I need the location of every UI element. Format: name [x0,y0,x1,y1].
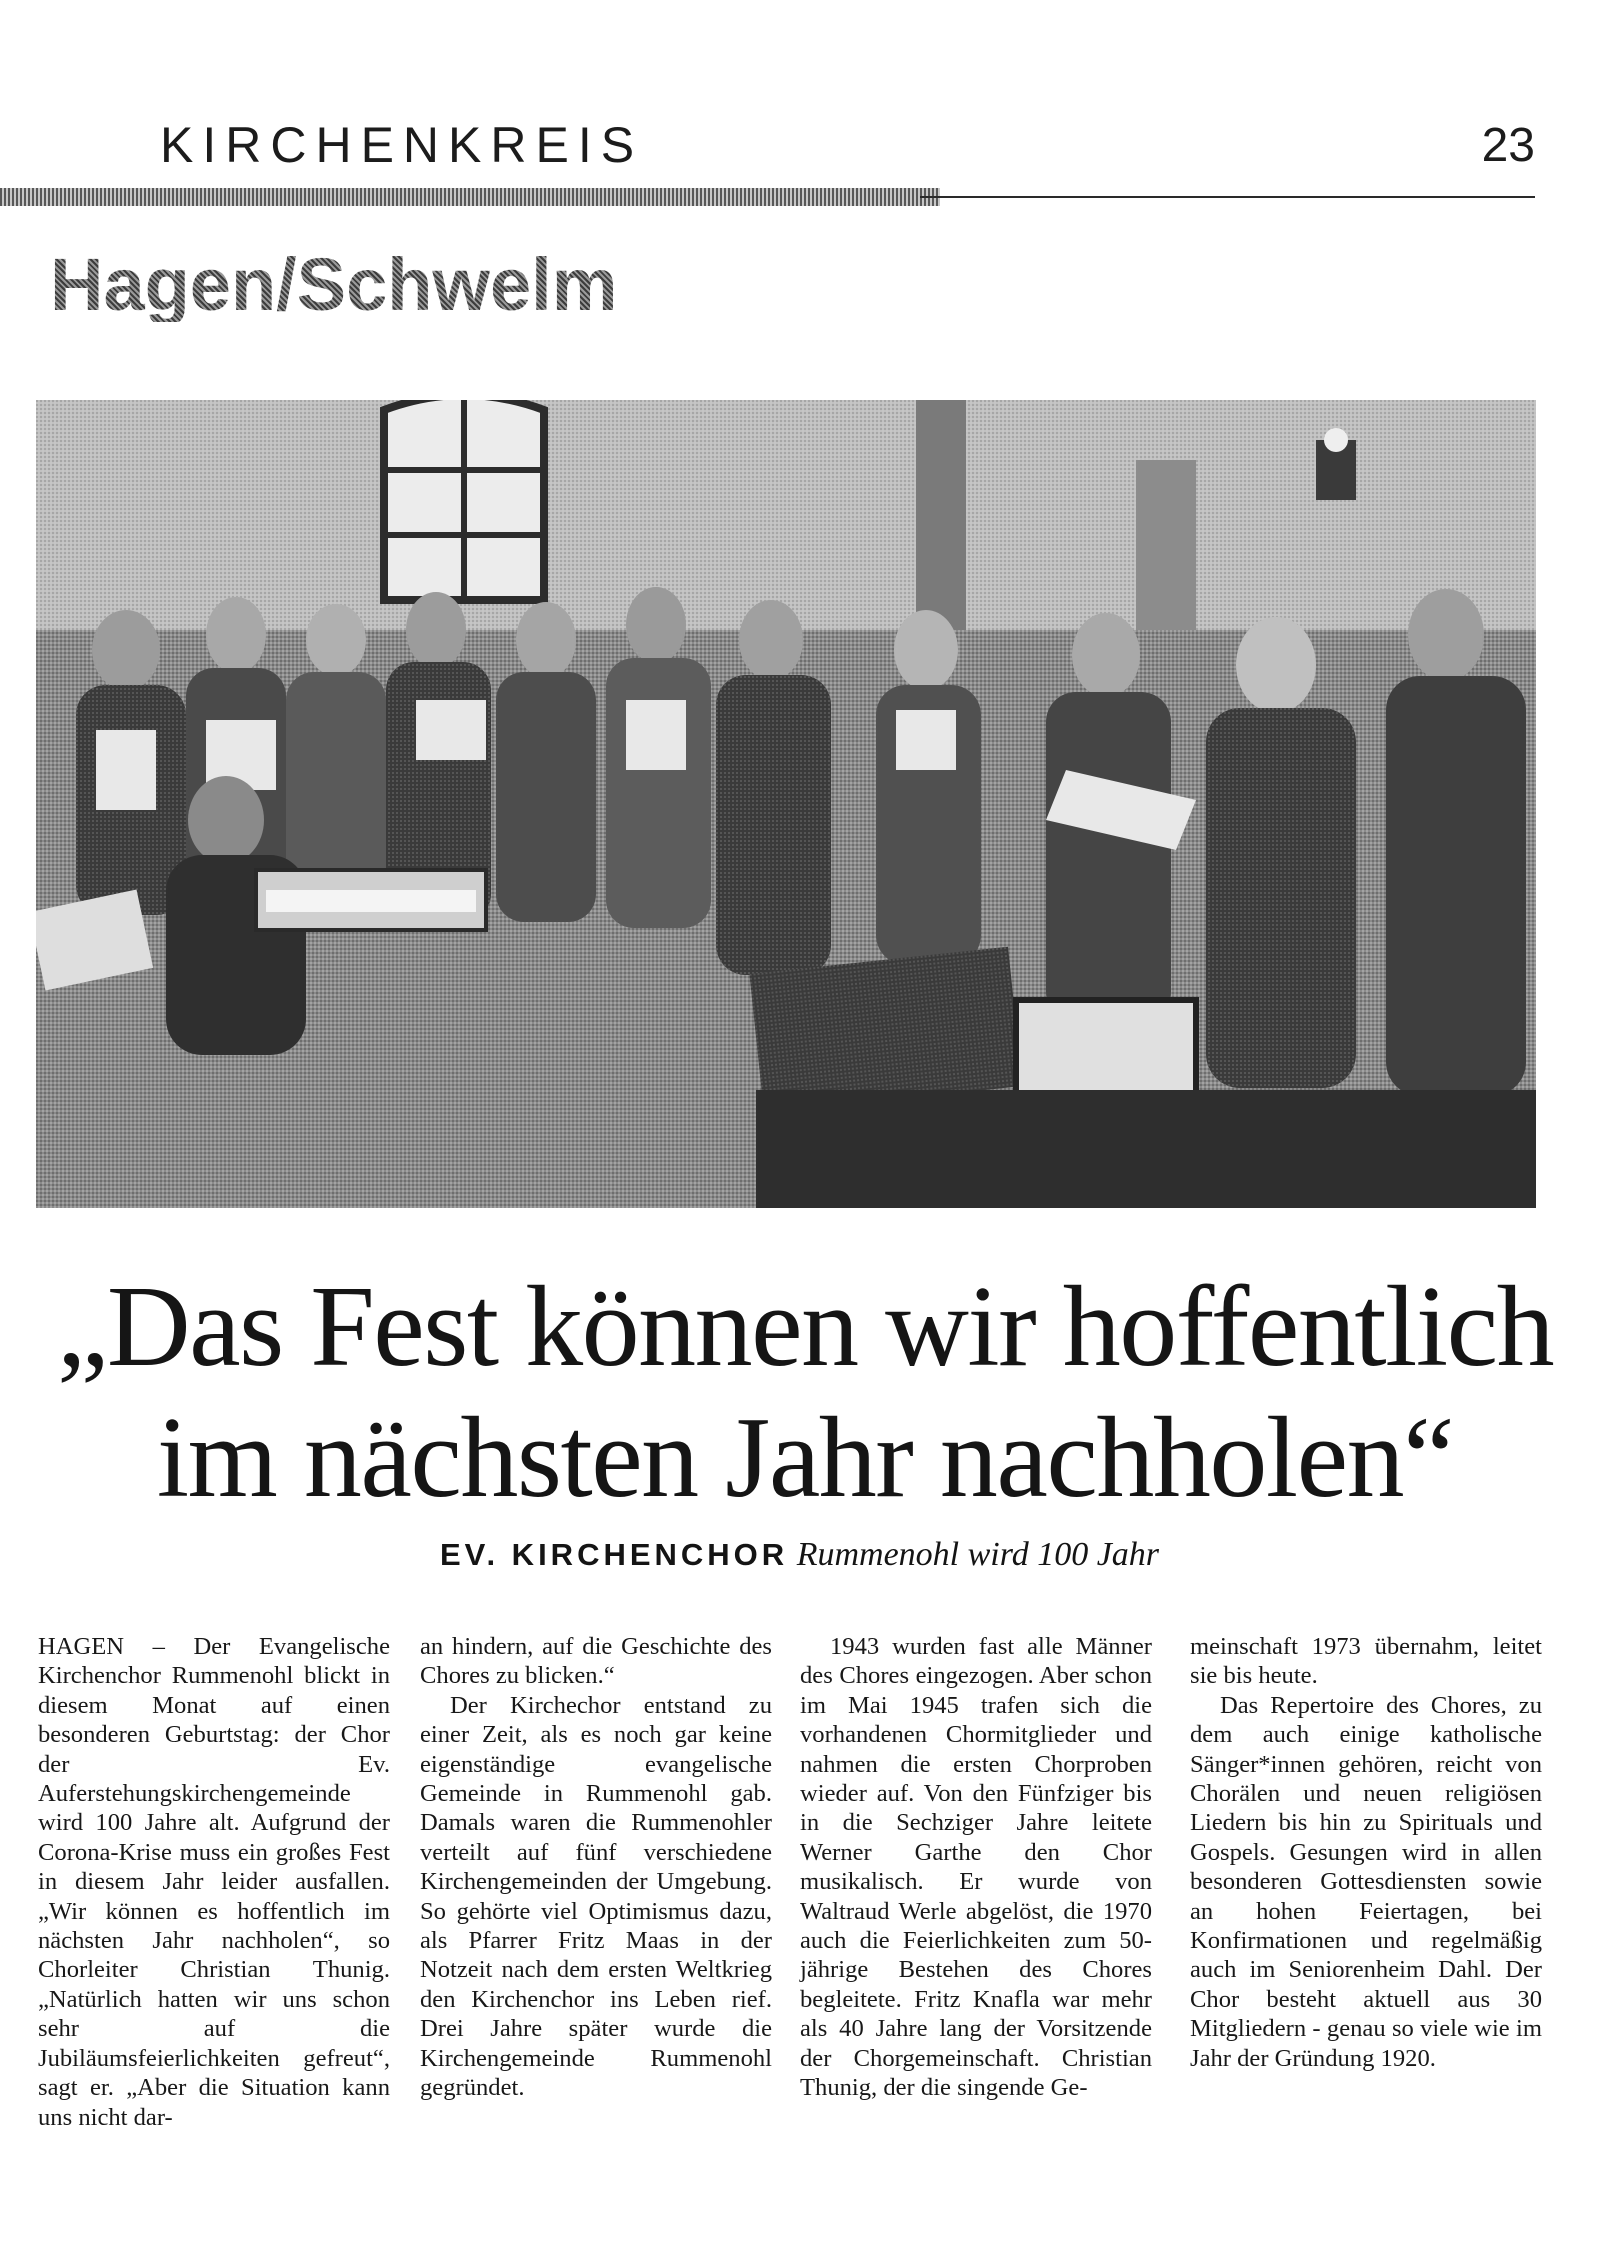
region-title: Hagen/Schwelm [50,243,618,326]
church-window [384,400,544,600]
article-dek: Rummenohl wird 100 Jahr [796,1536,1160,1573]
article-paragraph: an hindern, auf die Geschichte des Chores zu blicken.“ [420,1633,772,1690]
article-paragraph: Das Repertoire des Chores, zu dem auch einige katholische Sänger*innen gehören, reicht von Chorälen und neuen religiösen Liedern bis hin zu Spirituals und Gospels. Gesungen wird in allen besonderen Gottesdiensten sowie an hohen Feiertagen, bei Konfirmationen und regelmäßig auch im Seniorenheim Dahl. Der Chor besteht aktuell aus 30 Mitgliedern - genau so viele wie im Jahr der Gründung 1920. [1190,1691,1542,2072]
article-headline: „Das Fest können wir hoffentlich im nächsten Jahr nachholen“ [56,1263,1554,1523]
article-column-1 [38,1632,390,2132]
article-paragraph: 1943 wurden fast alle Männer des Chores eingezogen. Aber schon im Mai 1945 trafen sich die vorhandenen Chormitglieder und nahmen die ersten Chorproben wieder auf. Von den Fünfziger bis in die Sechziger Jahre leitete Werner Garthe den Chor musikalisch. Er wurde von Waltraud Werle abgelöst, die 1970 auch die Feierlichkeiten zum 50-jährige Bestehen des Chores begleitete. Fritz Knafla war mehr als 40 Jahre lang der Vorsitzende der Chorgemeinschaft. Christian Thunig, der die singende Ge- [800,1633,1152,2102]
page-number: 23 [1481,119,1535,172]
article-paragraph: meinschaft 1973 übernahm, leitet sie bis heute. [1190,1633,1542,1690]
article-column-3 [800,1632,1152,2103]
section-title: KIRCHENKREIS [160,117,644,173]
header-rule-thin [920,196,1535,198]
article-paragraph: HAGEN – Der Evangelische Kirchenchor Rummenohl blickt in diesem Monat auf einen besonderen Geburtstag: der Chor der Ev. Auferstehungskirchengemeinde wird 100 Jahre alt. Aufgrund der Corona-Krise muss ein großes Fest in diesem Jahr leider ausfallen. „Wir können es hoffentlich im nächsten Jahr nachholen“, so Chorleiter Christian Thunig. „Natürlich hatten wir uns schon sehr auf die Jubiläumsfeierlichkeiten gefreut“, sagt er. „Aber die Situation kann uns nicht dar- [38,1633,390,2131]
article-paragraph: Der Kirchechor entstand zu einer Zeit, als es noch gar keine eigenständige evangelische Gemeinde in Rummenohl gab. Damals waren die Rummenohler verteilt auf fünf verschiedene Kirchengemeinden der Umgebung. So gehörte viel Optimismus dazu, als Pfarrer Fritz Maas in der Notzeit nach dem ersten Weltkrieg den Kirchenchor ins Leben rief. Drei Jahre später wurde die Kirchengemeinde Rummenohl gegründet. [420,1691,772,2102]
article-column-4 [1190,1632,1542,2073]
article-subline [0,1538,1599,1572]
header-rule-hatched [0,188,940,206]
article-column-2 [420,1632,772,2103]
article-kicker: EV. KIRCHENCHOR [439,1537,789,1572]
choir-photo [36,400,1536,1208]
